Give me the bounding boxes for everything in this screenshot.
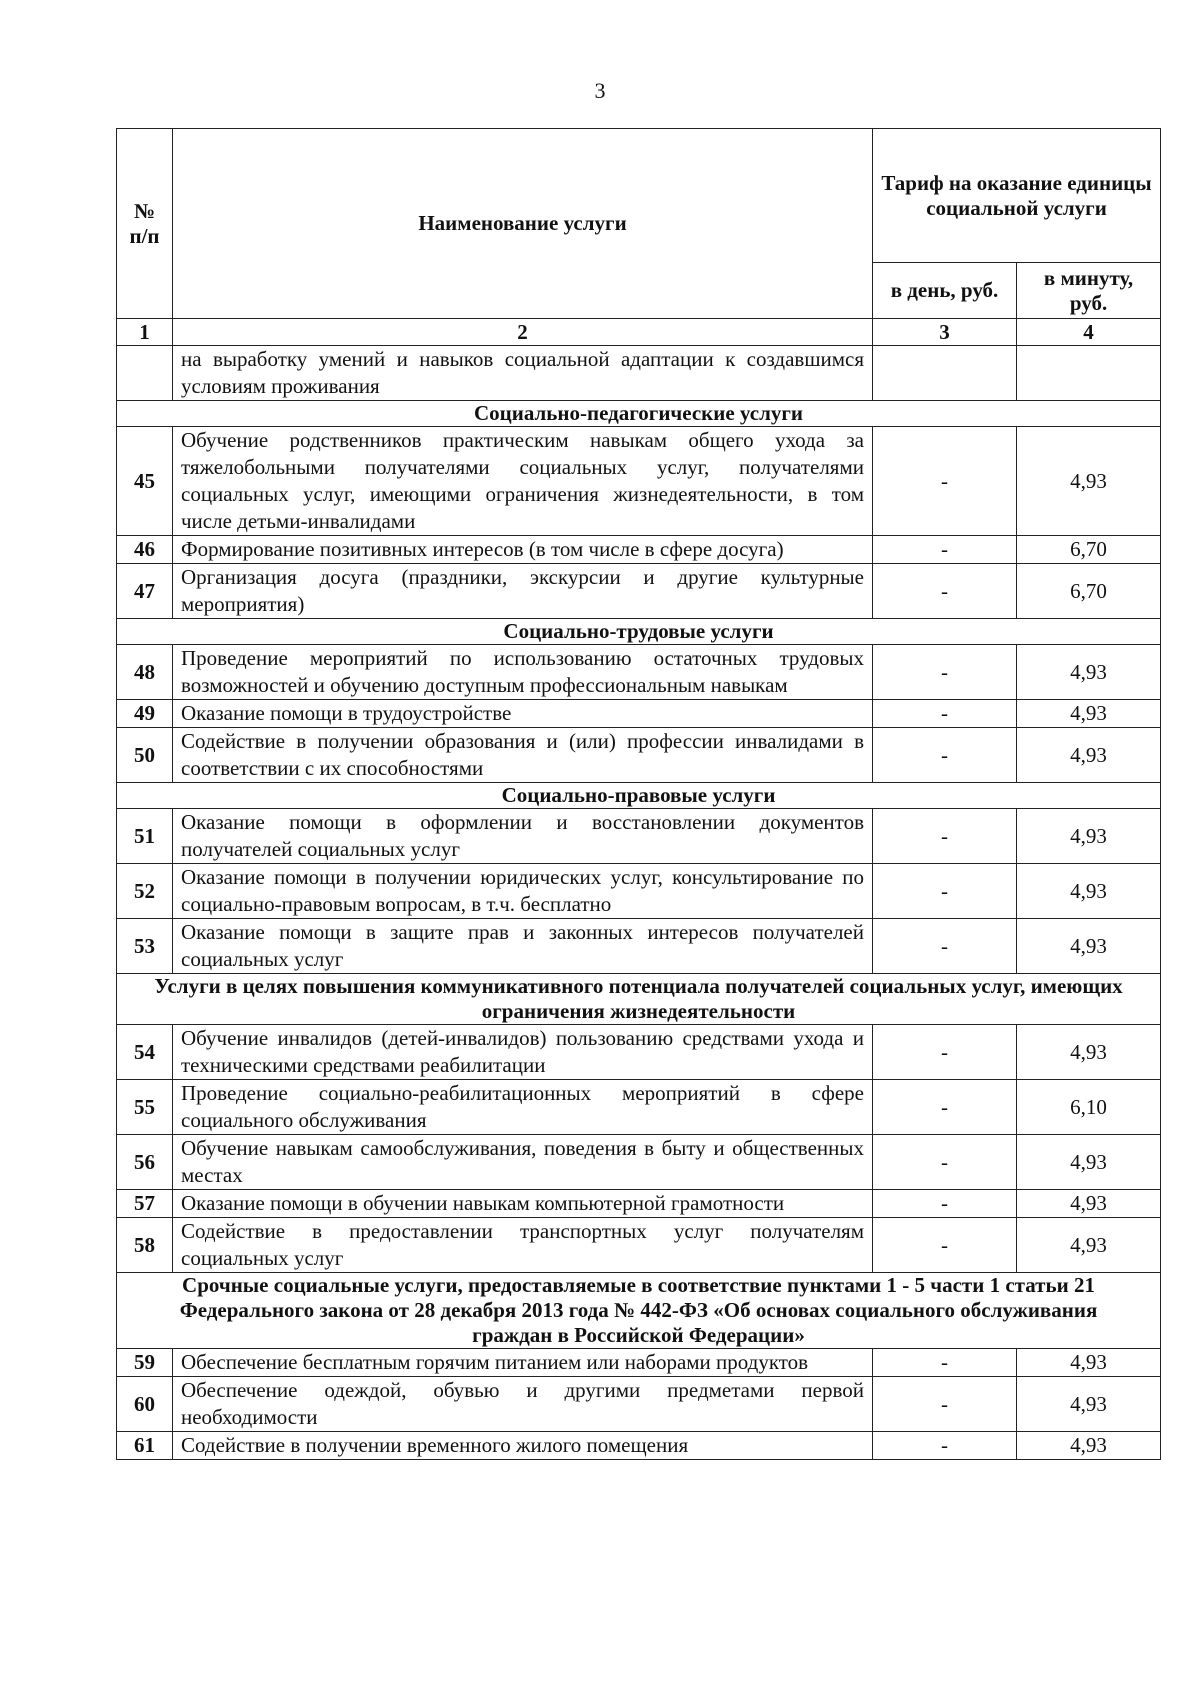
service-name: Проведение социально-реабилитационных мероприятий в сфере социального обслуживания — [173, 1080, 873, 1135]
table-row — [117, 1025, 1161, 1080]
table-row — [117, 1432, 1161, 1460]
service-name: Обучение инвалидов (детей-инвалидов) пользованию средствами ухода и техническими средствами реабилитации — [173, 1025, 873, 1080]
tariff-per-minute: 4,93 — [1017, 1349, 1161, 1377]
tariff-per-day: - — [873, 728, 1017, 783]
tariff-per-day: - — [873, 1190, 1017, 1218]
tariff-per-day: - — [873, 1025, 1017, 1080]
service-name: Проведение мероприятий по использованию остаточных трудовых возможностей и обучению доступным профессиональным навыкам — [173, 645, 873, 700]
tariff-per-minute: 4,93 — [1017, 728, 1161, 783]
header-per-day: в день, руб. — [873, 263, 1017, 319]
tariff-per-day: - — [873, 645, 1017, 700]
section-title: Срочные социальные услуги, предоставляемые в соответствие пунктами 1 - 5 части 1 статьи 21 Федерального закона от 28 декабря 2013 года № 442-ФЗ «Об основах социального обслуживания граждан в Российской Федерации» — [117, 1273, 1161, 1349]
table-row — [117, 1190, 1161, 1218]
service-name: Формирование позитивных интересов (в том числе в сфере досуга) — [173, 536, 873, 564]
service-name: Оказание помощи в обучении навыкам компьютерной грамотности — [173, 1190, 873, 1218]
service-number: 54 — [117, 1025, 173, 1080]
tariff-per-minute: 4,93 — [1017, 919, 1161, 974]
table-body — [117, 346, 1161, 1460]
service-number: 48 — [117, 645, 173, 700]
table-row — [117, 536, 1161, 564]
service-number: 59 — [117, 1349, 173, 1377]
table-row — [117, 1218, 1161, 1273]
column-number: 2 — [173, 319, 873, 346]
tariff-per-minute: 4,93 — [1017, 1432, 1161, 1460]
service-number: 49 — [117, 700, 173, 728]
table-row — [117, 645, 1161, 700]
tariff-per-day — [873, 346, 1017, 401]
tariff-per-day: - — [873, 919, 1017, 974]
table-row — [117, 809, 1161, 864]
service-number: 52 — [117, 864, 173, 919]
table-row — [117, 1377, 1161, 1432]
tariff-per-minute: 6,70 — [1017, 564, 1161, 619]
tariff-per-day: - — [873, 700, 1017, 728]
service-number: 46 — [117, 536, 173, 564]
service-name: Обучение родственников практическим навыкам общего ухода за тяжелобольными получателями социальных услуг, получателями социальных услуг, имеющими ограничения жизнедеятельности, в том числе детьми-инвалидами — [173, 427, 873, 536]
tariff-per-day: - — [873, 1218, 1017, 1273]
tariff-per-minute: 4,93 — [1017, 645, 1161, 700]
service-number: 57 — [117, 1190, 173, 1218]
tariff-per-minute: 4,93 — [1017, 1025, 1161, 1080]
service-name: на выработку умений и навыков социальной адаптации к создавшимся условиям проживания — [173, 346, 873, 401]
service-number: 50 — [117, 728, 173, 783]
tariff-per-minute: 4,93 — [1017, 809, 1161, 864]
service-name: Организация досуга (праздники, экскурсии и другие культурные мероприятия) — [173, 564, 873, 619]
service-number: 60 — [117, 1377, 173, 1432]
service-name: Содействие в получении временного жилого помещения — [173, 1432, 873, 1460]
service-number: 47 — [117, 564, 173, 619]
tariff-per-day: - — [873, 564, 1017, 619]
service-number: 56 — [117, 1135, 173, 1190]
table-row — [117, 864, 1161, 919]
header-per-minute: в минуту, руб. — [1017, 263, 1161, 319]
table-row — [117, 1080, 1161, 1135]
tariff-per-day: - — [873, 1349, 1017, 1377]
tariff-per-day: - — [873, 1377, 1017, 1432]
section-header-row — [117, 783, 1161, 809]
tariff-per-day: - — [873, 864, 1017, 919]
tariff-per-day: - — [873, 536, 1017, 564]
table-row — [117, 919, 1161, 974]
service-number: 51 — [117, 809, 173, 864]
tariff-per-minute: 6,70 — [1017, 536, 1161, 564]
service-number: 61 — [117, 1432, 173, 1460]
service-number — [117, 346, 173, 401]
service-name: Содействие в предоставлении транспортных услуг получателям социальных услуг — [173, 1218, 873, 1273]
tariff-per-minute: 6,10 — [1017, 1080, 1161, 1135]
section-title: Социально-правовые услуги — [117, 783, 1161, 809]
table-row — [117, 700, 1161, 728]
section-header-row — [117, 401, 1161, 427]
tariff-per-minute: 4,93 — [1017, 1377, 1161, 1432]
tariff-per-minute: 4,93 — [1017, 864, 1161, 919]
tariff-per-minute — [1017, 346, 1161, 401]
service-name: Оказание помощи в защите прав и законных интересов получателей социальных услуг — [173, 919, 873, 974]
tariff-per-day: - — [873, 809, 1017, 864]
column-number: 1 — [117, 319, 173, 346]
service-name: Обеспечение бесплатным горячим питанием или наборами продуктов — [173, 1349, 873, 1377]
section-title: Социально-трудовые услуги — [117, 619, 1161, 645]
header-name: Наименование услуги — [173, 129, 873, 319]
table-row — [117, 427, 1161, 536]
tariff-per-day: - — [873, 1432, 1017, 1460]
page-number: 3 — [594, 78, 606, 103]
section-header-row — [117, 974, 1161, 1025]
service-number: 53 — [117, 919, 173, 974]
tariff-table — [116, 128, 1161, 1460]
header-row — [117, 129, 1161, 263]
section-header-row — [117, 1273, 1161, 1349]
column-number: 4 — [1017, 319, 1161, 346]
table-row — [117, 728, 1161, 783]
tariff-per-minute: 4,93 — [1017, 1190, 1161, 1218]
tariff-per-minute: 4,93 — [1017, 1218, 1161, 1273]
service-number: 58 — [117, 1218, 173, 1273]
table-row — [117, 346, 1161, 401]
service-name: Обучение навыкам самообслуживания, поведения в быту и общественных местах — [173, 1135, 873, 1190]
service-name: Обеспечение одеждой, обувью и другими предметами первой необходимости — [173, 1377, 873, 1432]
section-title: Услуги в целях повышения коммуникативного потенциала получателей социальных услуг, имеющих ограничения жизнедеятельности — [117, 974, 1161, 1025]
table-row — [117, 1349, 1161, 1377]
table-row — [117, 1135, 1161, 1190]
service-name: Оказание помощи в оформлении и восстановлении документов получателей социальных услуг — [173, 809, 873, 864]
header-num: № п/п — [117, 129, 173, 319]
service-number: 45 — [117, 427, 173, 536]
service-name: Содействие в получении образования и (или) профессии инвалидами в соответствии с их способностями — [173, 728, 873, 783]
service-name: Оказание помощи в получении юридических услуг, консультирование по социально-правовым вопросам, в т.ч. бесплатно — [173, 864, 873, 919]
table-row — [117, 564, 1161, 619]
tariff-per-minute: 4,93 — [1017, 700, 1161, 728]
column-numbers-row — [117, 319, 1161, 346]
section-title: Социально-педагогические услуги — [117, 401, 1161, 427]
tariff-per-day: - — [873, 1135, 1017, 1190]
column-number: 3 — [873, 319, 1017, 346]
tariff-per-minute: 4,93 — [1017, 427, 1161, 536]
section-header-row — [117, 619, 1161, 645]
tariff-per-minute: 4,93 — [1017, 1135, 1161, 1190]
service-number: 55 — [117, 1080, 173, 1135]
header-tariff: Тариф на оказание единицы социальной услуги — [873, 129, 1161, 263]
service-name: Оказание помощи в трудоустройстве — [173, 700, 873, 728]
tariff-per-day: - — [873, 1080, 1017, 1135]
tariff-per-day: - — [873, 427, 1017, 536]
